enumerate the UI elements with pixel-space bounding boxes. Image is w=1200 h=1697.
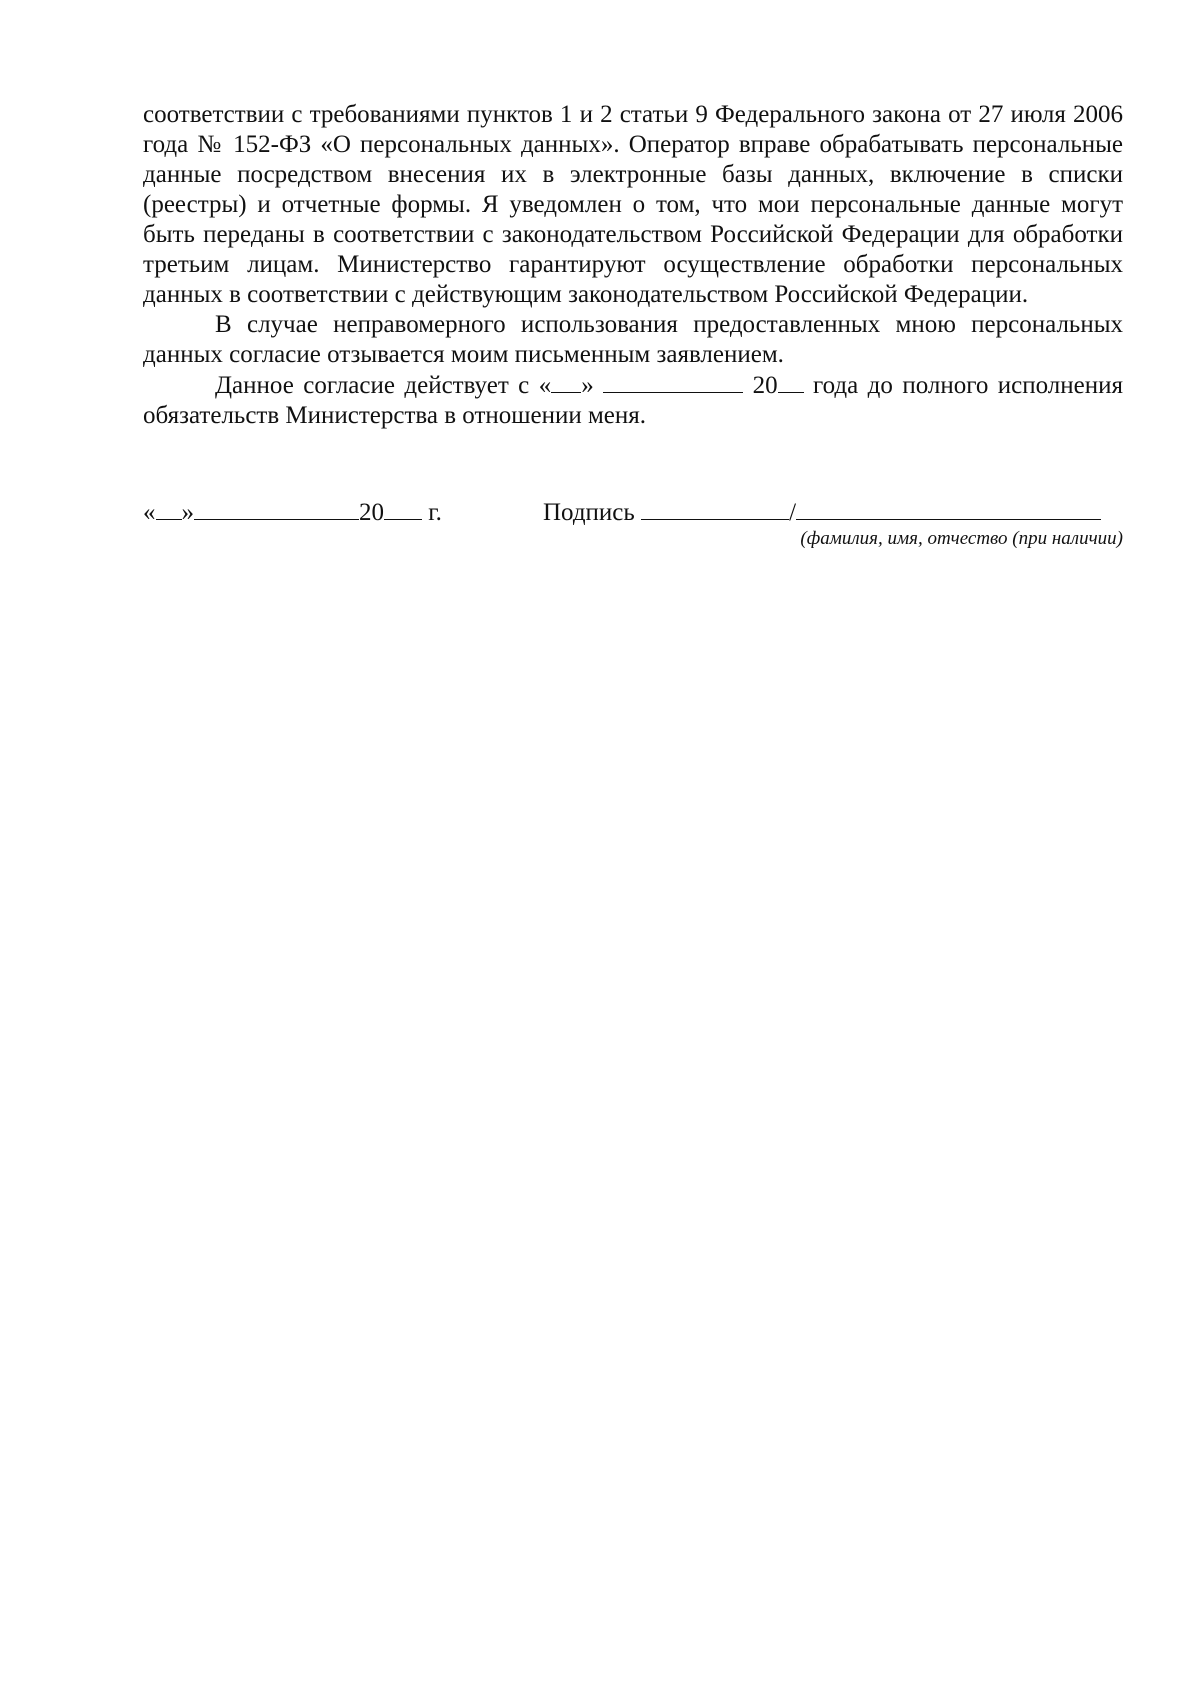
signature-caption: (фамилия, имя, отчество (при наличии) <box>800 528 1123 549</box>
date-quote-close: » <box>181 499 194 526</box>
date-month-blank <box>194 497 359 520</box>
full-name-blank <box>796 497 1101 520</box>
date-year-blank <box>384 497 422 520</box>
validity-day-blank <box>551 370 581 393</box>
consent-paragraph-validity <box>143 370 1123 431</box>
date-quote-open: « <box>143 499 156 526</box>
signature-field <box>543 497 1101 528</box>
signature-label: Подпись <box>543 499 635 526</box>
validity-month-blank <box>603 370 743 393</box>
signature-date <box>143 497 442 528</box>
date-day-blank <box>156 497 182 520</box>
validity-year-blank <box>778 370 804 393</box>
date-year-prefix: 20 <box>359 499 384 526</box>
validity-suffix: года до полного исполнения обязательств Министерства в отношении меня. <box>143 372 1124 429</box>
signature-separator: / <box>789 499 797 526</box>
document-body <box>143 100 1123 431</box>
validity-quote-close: » <box>581 372 594 399</box>
consent-paragraph-processing: соответствии с требованиями пунктов 1 и 2 статьи 9 Федерального закона от 27 июля 2006 года № 152-ФЗ «О персональных данных». Оператор вправе обрабатывать персональные данные посредством внесения их в электронные базы данных, включение в списки (реестры) и отчетные формы. Я уведомлен о том, что мои персональные данные могут быть переданы в соответствии с законодательством Российской Федерации для обработки третьим лицам. Министерство гарантируют осуществление обработки персональных данных в соответствии с действующим законодательством Российской Федерации. <box>143 101 1123 308</box>
validity-prefix: Данное согласие действует с « <box>215 372 552 399</box>
signature-row <box>143 497 1123 529</box>
validity-year-prefix: 20 <box>752 372 778 399</box>
date-year-suffix: г. <box>428 499 442 526</box>
consent-paragraph-revocation: В случае неправомерного использования предоставленных мною персональных данных согласие отзывается моим письменным заявлением. <box>143 311 1123 368</box>
signature-blank <box>641 497 789 520</box>
